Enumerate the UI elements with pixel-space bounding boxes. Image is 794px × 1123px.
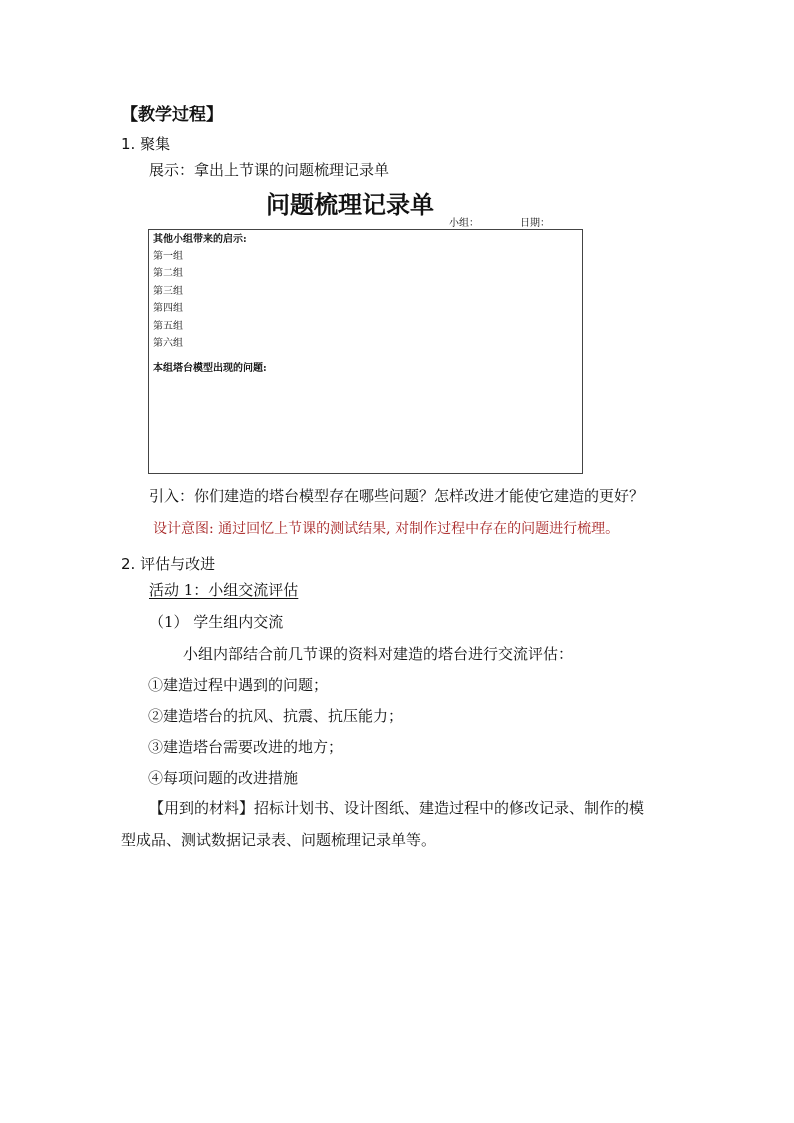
- group-line: 第一组: [153, 251, 183, 262]
- section-heading: 【教学过程】: [121, 105, 223, 125]
- group-line: 第四组: [153, 303, 183, 314]
- list-item: ①建造过程中遇到的问题；: [148, 676, 329, 694]
- list-item: ④每项问题的改进措施: [148, 769, 299, 787]
- design-intent: 设计意图: 通过回忆上节课的测试结果, 对制作过程中存在的问题进行梳理。: [153, 521, 620, 537]
- section-1-title: 1. 聚集: [121, 135, 171, 153]
- group-line: 第三组: [153, 286, 183, 297]
- form-group-label: 小组：: [449, 218, 479, 229]
- group-line: 第五组: [153, 321, 183, 332]
- form-title: 问题梳理记录单: [266, 191, 434, 219]
- materials-paragraph-continued: 型成品、测试数据记录表、问题梳理记录单等。: [121, 831, 437, 849]
- form-date-label: 日期：: [520, 218, 550, 229]
- activity-title: 活动 1：小组交流评估: [149, 581, 299, 599]
- problems-label: 本组塔台模型出现的问题:: [153, 363, 267, 374]
- group-line: 第六组: [153, 338, 183, 349]
- list-item: ②建造塔台的抗风、抗震、抗压能力；: [148, 707, 404, 725]
- group-line: 第二组: [153, 268, 183, 279]
- problem-record-form: [148, 229, 583, 474]
- materials-paragraph: 【用到的材料】招标计划书、设计图纸、建造过程中的修改记录、制作的模: [149, 799, 645, 817]
- list-item: ③建造塔台需要改进的地方；: [148, 738, 344, 756]
- section-2-title: 2. 评估与改进: [121, 555, 216, 573]
- discussion-paragraph: 小组内部结合前几节课的资料对建造的塔台进行交流评估：: [183, 645, 574, 663]
- show-text: 展示：拿出上节课的问题梳理记录单: [149, 161, 390, 179]
- subsection-title: （1） 学生组内交流: [149, 613, 284, 631]
- intro-text: 引入：你们建造的塔台模型存在哪些问题？怎样改进才能使它建造的更好？: [149, 487, 645, 505]
- inspiration-label: 其他小组带来的启示:: [153, 234, 247, 245]
